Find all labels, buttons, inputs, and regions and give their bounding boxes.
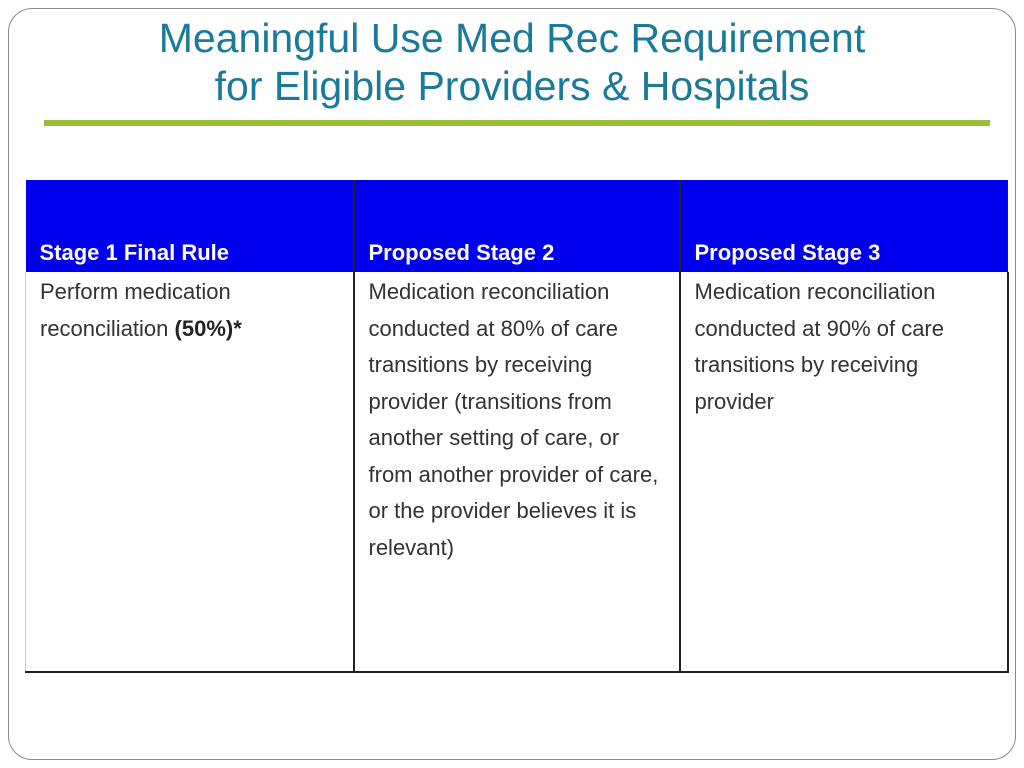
slide-title-line-1: Meaningful Use Med Rec Requirement bbox=[158, 15, 866, 61]
table-header-row bbox=[26, 180, 1008, 272]
requirements-table bbox=[25, 180, 1009, 673]
cell-stage-1-percentage: (50%)* bbox=[174, 315, 242, 341]
header-stage-3: Proposed Stage 3 bbox=[680, 180, 1008, 272]
slide-title bbox=[0, 14, 1024, 110]
cell-stage-1 bbox=[26, 272, 354, 672]
header-stage-2: Proposed Stage 2 bbox=[354, 180, 680, 272]
cell-stage-1-text: Perform medication reconciliation bbox=[40, 279, 231, 341]
requirements-table-container bbox=[25, 180, 1007, 673]
title-underline-rule bbox=[44, 120, 990, 126]
header-stage-1: Stage 1 Final Rule bbox=[26, 180, 354, 272]
cell-stage-3: Medication reconciliation conducted at 90% of care transitions by receiving provider bbox=[680, 272, 1008, 672]
table-row bbox=[26, 272, 1008, 672]
cell-stage-2: Medication reconciliation conducted at 80% of care transitions by receiving provider (transitions from another setting of care, or from another provider of care, or the provider believes it is relevant) bbox=[354, 272, 680, 672]
slide-title-line-2: for Eligible Providers & Hospitals bbox=[214, 63, 810, 109]
